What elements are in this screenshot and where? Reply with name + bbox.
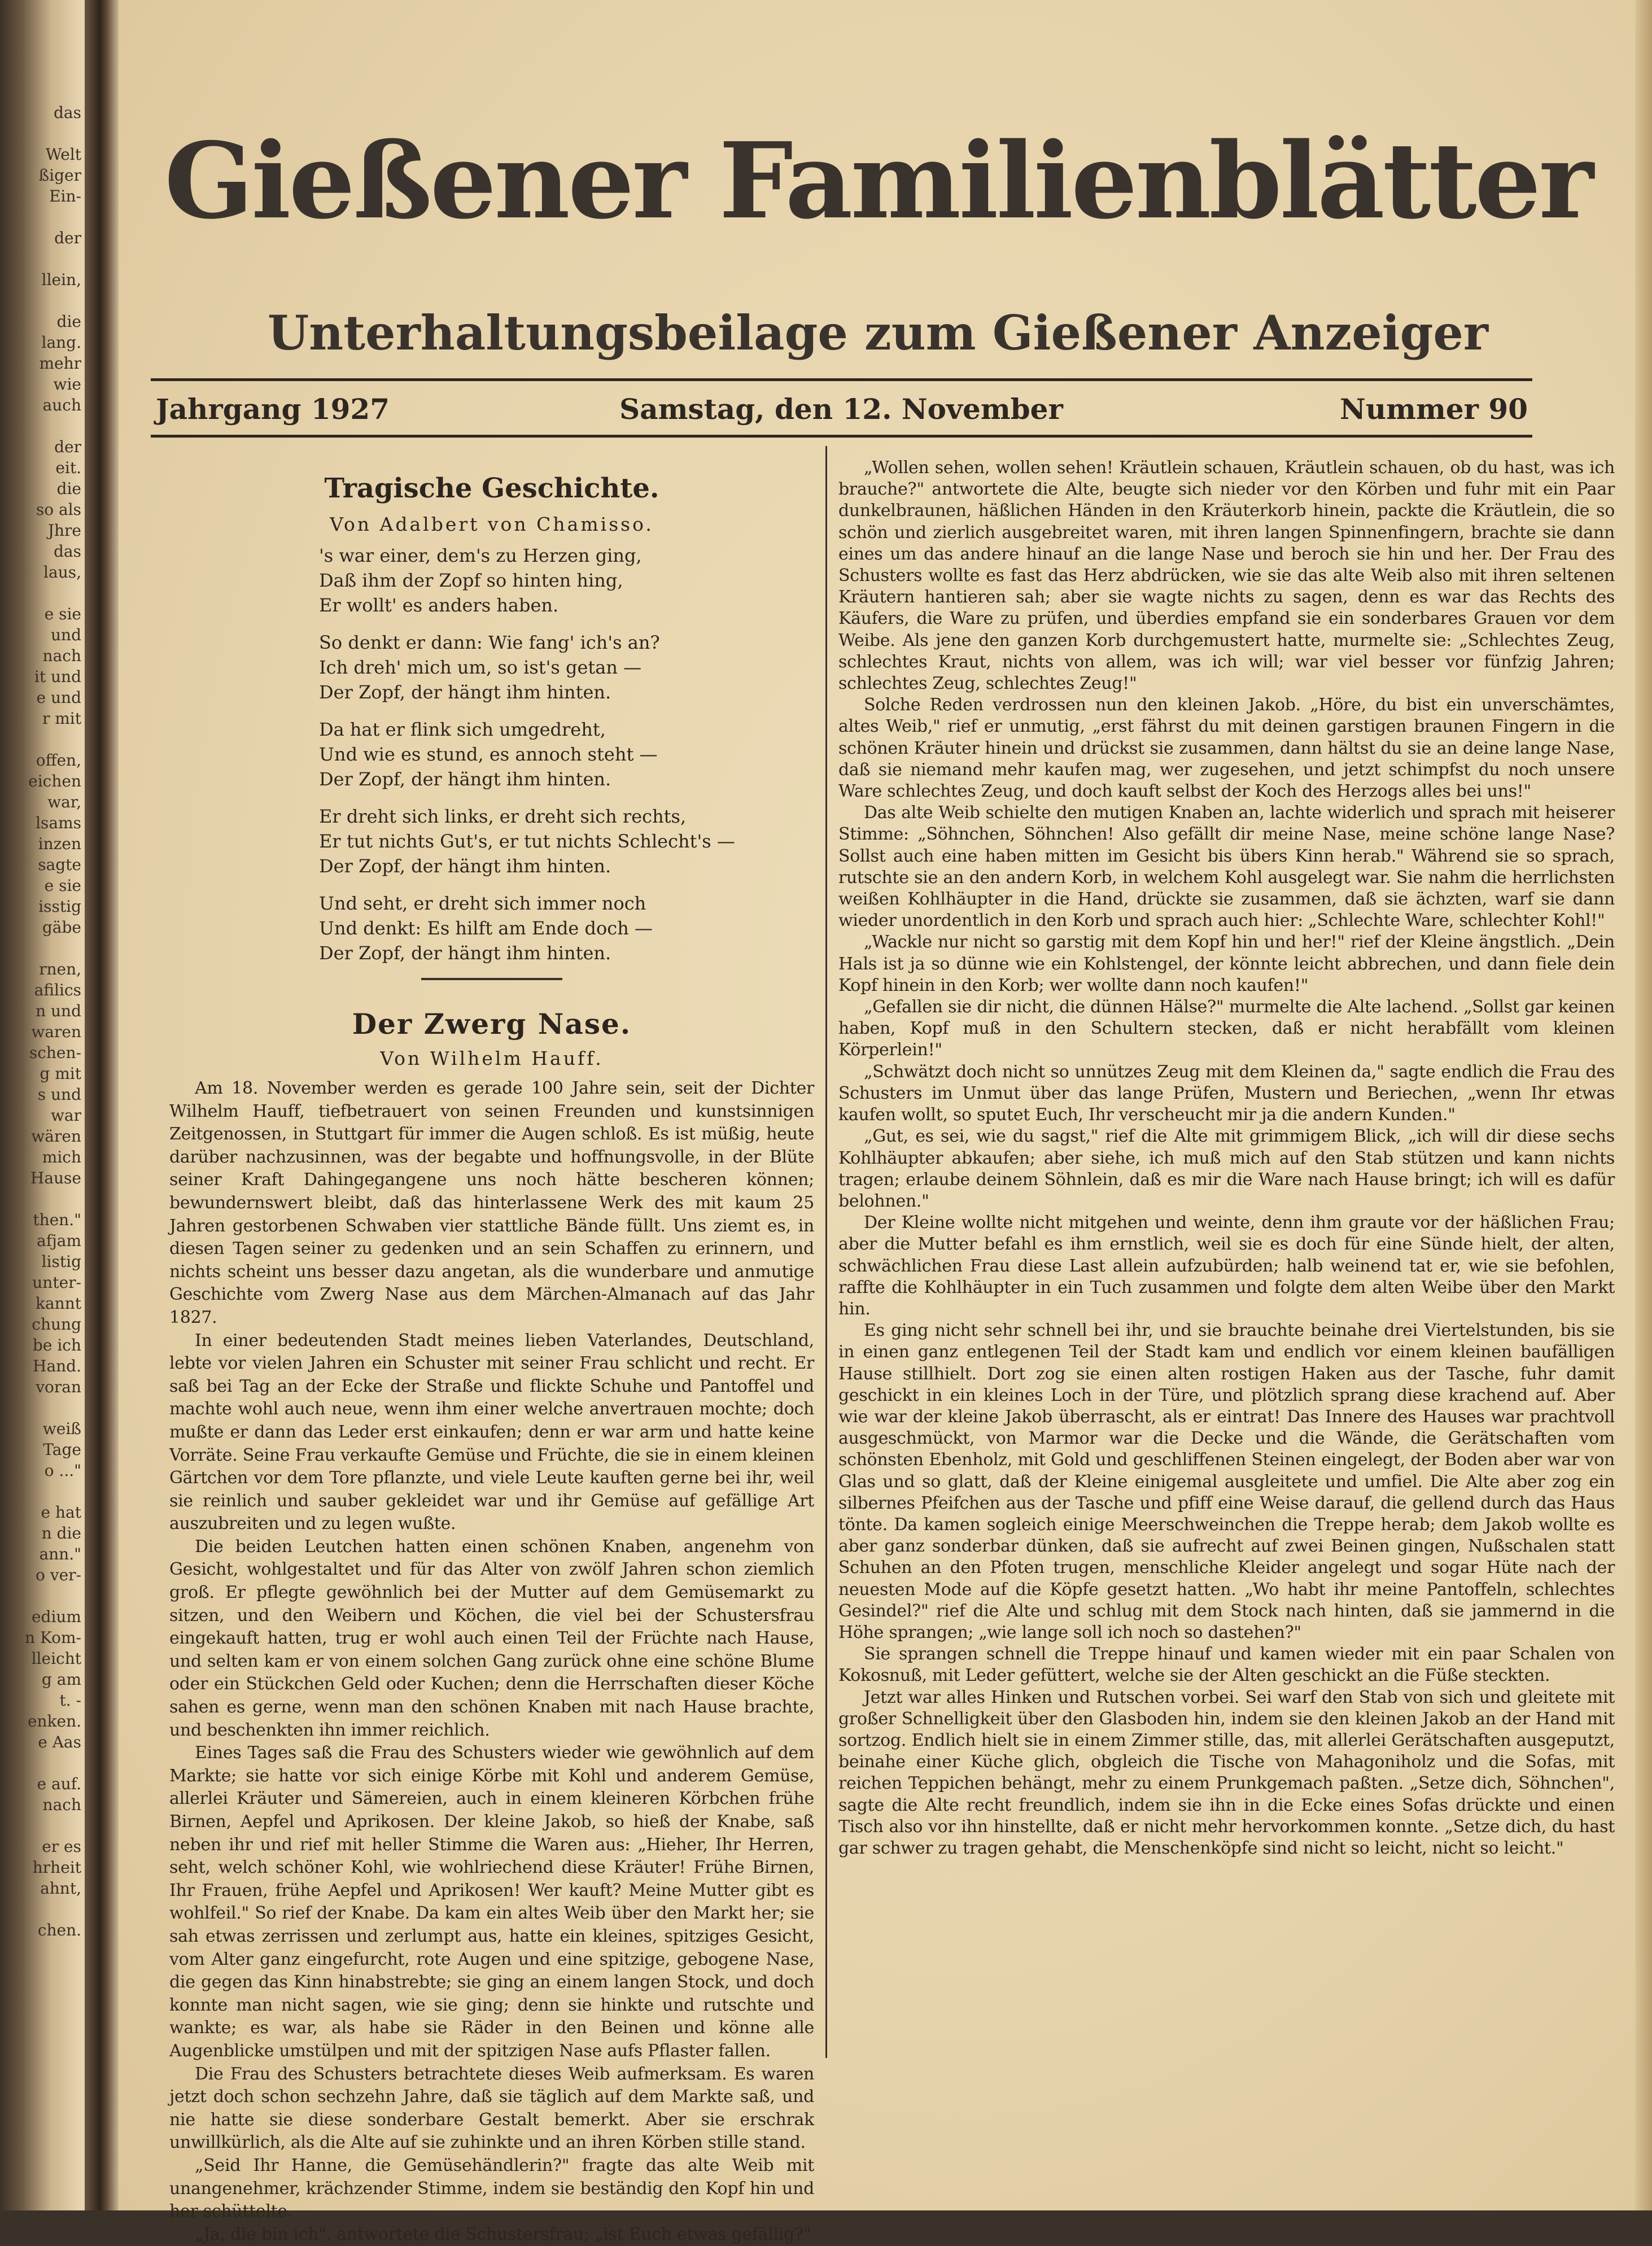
margin-fragment: isstig — [38, 897, 81, 916]
header-rule-top — [151, 378, 1532, 381]
margin-fragment: Jhre — [47, 521, 81, 540]
story-paragraph: Eines Tages saß die Frau des Schusters wieder wie gewöhnlich auf dem Markte; sie hatte vor sich einige Körbe mit Kohl und anderem Gemüse, allerlei Kräuter und Sämereien, auch in einem kleineren Körbchen frühe Birnen, Aepfel und Aprikosen. Der kleine Jakob, so hieß der Knabe, saß neben ihr und rief mit heller Stimme die Waren aus: „Hieher, Ihr Herren, seht, welch schöner Kohl, wie wohlriechend diese Kräuter! Frühe Birnen, Ihr Frauen, frühe Aepfel und Aprikosen! Wer kauft? Meine Mutter gibt es wohlfeil." So rief der Knabe. Da kam ein altes Weib über den Markt her; sie sah etwas zerrissen und zerlumpt aus, hatte ein kleines, spitziges Gesicht, vom Alter ganz eingefurcht, rote Augen und eine spitzige, gebogene Nase, die gegen das Kinn hinabstrebte; sie ging an einem langen Stock, und doch konnte man nicht sagen, wie sie ging; denn sie hinkte und rutschte und wankte; es war, als habe sie Räder in den Beinen und könne alle Augenblicke umstülpen und mit der spitzigen Nase aufs Pflaster fallen. — [169, 1743, 814, 2061]
margin-fragment: Ein- — [49, 187, 81, 206]
book-gutter — [85, 0, 119, 2210]
poem-line: 's war einer, dem's zu Herzen ging, — [319, 545, 642, 566]
poem-stanza — [319, 717, 814, 792]
margin-fragment: waren — [31, 1023, 81, 1041]
margin-fragment: Hause — [30, 1169, 81, 1187]
poem-line: Er dreht sich links, er dreht sich rechts, — [319, 806, 687, 827]
margin-fragment: die — [56, 479, 81, 498]
margin-fragment: die — [56, 312, 81, 331]
margin-fragment: Welt — [45, 145, 81, 164]
story-title: Der Zwerg Nase. — [352, 1007, 632, 1041]
margin-fragment: war, — [47, 793, 81, 811]
margin-fragment: so als — [36, 500, 81, 519]
margin-fragment: listig — [41, 1252, 81, 1271]
margin-fragment: n und — [36, 1002, 81, 1020]
poem-line: Daß ihm der Zopf so hinten hing, — [319, 570, 623, 591]
margin-fragment — [0, 248, 81, 269]
margin-fragment: mich — [42, 1148, 81, 1166]
poem-line: Und denkt: Es hilft am Ende doch — — [319, 917, 653, 939]
margin-fragment: laus, — [43, 563, 81, 582]
margin-fragment: wie — [53, 375, 81, 394]
story-paragraph: Das alte Weib schielte den mutigen Knaben an, lachte widerlich und sprach mit heiserer Stimme: „Söhnchen, Söhnchen! Also gefällt dir meine Nase, meine schöne lange Nase? Sollst auch eine haben mitten im Gesicht bis übers Kinn herab." Während sie so sprach, rutschte sie an den andern Korb, in welchem Kohl ausgelegt war. Sie nahm die herrlichsten weißen Kohlhäupter in die Hand, drückte sie zusammen, daß sie ächzten, warf sie dann wieder unordentlich in den Korb und sprach auch hier: „Schlechte Ware, schlechter Kohl!" — [838, 803, 1615, 931]
poem-line: Und seht, er dreht sich immer noch — [319, 893, 646, 914]
margin-fragment: voran — [36, 1378, 81, 1396]
margin-fragment — [0, 728, 81, 749]
margin-fragment: hrheit — [32, 1858, 81, 1877]
story-paragraph: „Gut, es sei, wie du sagst," rief die Alte mit grimmigem Blick, „ich will dir diese sechs Kohlhäupter abkaufen; aber siehe, ich muß mich auf den Stab stützen und kann nichts tragen; erlaube deinem Söhnlein, daß es mir die Ware nach Hause bringt; ich will es dafür belohnen." — [838, 1126, 1615, 1211]
margin-fragment: afjam — [37, 1231, 81, 1250]
header-rule-bottom — [151, 435, 1532, 438]
margin-fragment: e sie — [44, 605, 81, 623]
margin-fragment: ßiger — [38, 166, 81, 185]
masthead-subtitle: Unterhaltungsbeilage zum Gießener Anzeiger — [267, 305, 1489, 361]
margin-fragment — [0, 1585, 81, 1606]
margin-fragment — [0, 1397, 81, 1418]
story-right-text — [838, 457, 1615, 1859]
newspaper-page — [119, 0, 1652, 2244]
story-paragraph: Sie sprangen schnell die Treppe hinauf und kamen wieder mit ein paar Schalen von Kokosnuß, mit Leder gefüttert, welche sie der Alten geschickt an die Füße steckten. — [838, 1644, 1615, 1686]
margin-fragment: unter- — [32, 1273, 81, 1292]
margin-fragment: nach — [42, 1795, 81, 1814]
margin-fragment: lang. — [41, 333, 81, 352]
margin-fragment: eichen — [28, 772, 81, 790]
story-paragraph: „Gefallen sie dir nicht, die dünnen Hälse?" murmelte die Alte lachend. „Sollst gar keinen haben, Kopf muß in den Schultern stecken, daß er nicht herabfällt vom kleinen Körperlein!" — [838, 997, 1615, 1060]
poem-line: Ich dreh' mich um, so ist's getan — — [319, 657, 642, 678]
margin-fragment — [0, 206, 81, 227]
margin-fragment: e hat — [41, 1503, 81, 1522]
poem-stanza — [319, 891, 814, 965]
margin-fragment: auch — [42, 396, 81, 414]
margin-fragment: gäbe — [42, 918, 81, 937]
margin-fragment: chung — [32, 1315, 81, 1334]
story-author: Von Wilhelm Hauff. — [380, 1047, 604, 1069]
margin-fragment: er es — [42, 1837, 81, 1856]
story-paragraph: Der Kleine wollte nicht mitgehen und weinte, denn ihm graute vor der häßlichen Frau; aber die Mutter befahl es ihm ernstlich, weil sie es doch für eine Sünde hielt, der alten, schwächlichen Frau diese Last allein aufzubürden; halb weinend tat er, wie sie befohlen, raffte die Kohlhäupter in ein Tuch zusammen und folgte dem alten Weibe über den Markt hin. — [838, 1213, 1615, 1319]
issue-date: Samstag, den 12. November — [619, 392, 1063, 426]
margin-fragment: schen- — [29, 1043, 81, 1062]
story-left-text — [169, 1077, 814, 2246]
story-paragraph: Am 18. November werden es gerade 100 Jahre sein, seit der Dichter Wilhelm Hauff, tiefbetrauert von seinen Freunden und kunstsinnigen Zeitgenossen, in Stuttgart für immer die Augen schloß. Es ist müßig, heute darüber nachzusinnen, was der begabte und hoffnungsvolle, in der Blüte seiner Kraft Dahingegangene uns noch hätte bescheren können; bewundernswert bleibt, daß das hinterlassene Werk des mit kaum 25 Jahren gestorbenen Schwaben vier stattliche Bände füllt. Uns ziemt es, in diesen Tagen seiner zu gedenken und an sein Schaffen zu erinnern, und nichts scheint uns besser dazu angetan, als die wunderbare und anmutige Geschichte vom Zwerg Nase aus dem Märchen-Almanach auf das Jahr 1827. — [169, 1078, 814, 1327]
poem-title: Tragische Geschichte. — [324, 473, 659, 504]
margin-fragment: r mit — [42, 709, 81, 728]
poem-author: Von Adalbert von Chamisso. — [330, 513, 654, 535]
issue-volume: Jahrgang 1927 — [156, 392, 390, 426]
margin-fragment: rnen, — [39, 960, 81, 978]
margin-fragment — [0, 1752, 81, 1773]
margin-fragment: ann." — [39, 1545, 81, 1563]
column-divider — [825, 446, 827, 2058]
right-column — [838, 457, 1615, 1859]
section-divider — [421, 978, 562, 980]
margin-fragment: lleicht — [31, 1649, 81, 1668]
story-paragraph: In einer bedeutenden Stadt meines lieben Vaterlandes, Deutschland, lebte vor vielen Jahren ein Schuster mit seiner Frau schlicht und recht. Er saß bei Tag an der Ecke der Straße und flickte Schuhe und Pantoffel und machte wohl auch neue, wenn ihm einer welche anvertrauen mochte; doch mußte er dann das Leder erst einkaufen; denn er war arm und hatte keine Vorräte. Seine Frau verkaufte Gemüse und Früchte, die sie in einem kleinen Gärtchen vor dem Tore pflanzte, und viele Leute kauften gerne bei ihr, weil sie reinlich und sauber gekleidet war und ihr Gemüse auf gefällige Art auszubreiten und zu legen wußte. — [169, 1330, 814, 1534]
margin-fragment: weiß — [42, 1419, 81, 1438]
margin-fragment: sagte — [38, 855, 81, 874]
margin-fragment: o ver- — [36, 1566, 81, 1584]
margin-fragment: ahnt, — [40, 1879, 81, 1898]
margin-fragment — [0, 582, 81, 603]
margin-fragment: kannt — [36, 1294, 81, 1313]
story-paragraph: „Schwätzt doch nicht so unnützes Zeug mit dem Kleinen da," sagte endlich die Frau des Schusters im Unmut über das lange Prüfen, Mustern und Beriechen, „wenn Ihr etwas kaufen wollt, so sputet Euch, Ihr verscheucht mir ja die andern Kunden." — [838, 1061, 1615, 1125]
poem-stanza — [319, 543, 814, 618]
margin-fragment: der — [54, 229, 81, 247]
margin-fragment: g mit — [40, 1064, 81, 1083]
poem-line: Er wollt' es anders haben. — [319, 595, 559, 616]
margin-fragment — [0, 415, 81, 436]
poem-line: Der Zopf, der hängt ihm hinten. — [319, 942, 611, 964]
poem-line: Der Zopf, der hängt ihm hinten. — [319, 681, 611, 703]
margin-fragment: wären — [31, 1127, 81, 1146]
margin-fragment: e und — [36, 688, 81, 707]
margin-fragment: Hand. — [33, 1357, 81, 1375]
margin-fragment: e auf. — [37, 1775, 81, 1793]
margin-fragment: it und — [34, 667, 81, 686]
margin-fragment: llein, — [41, 270, 81, 289]
poem-stanza — [319, 804, 814, 879]
margin-fragment: das — [54, 103, 81, 122]
story-paragraph: „Seid Ihr Hanne, die Gemüsehändlerin?" fragte das alte Weib mit unangenehmer, krächzender Stimme, indem sie beständig den Kopf hin und her schüttelte. — [169, 2155, 814, 2222]
margin-fragment: enken. — [27, 1712, 81, 1731]
margin-fragment: n Kom- — [25, 1628, 81, 1647]
margin-fragment: offen, — [36, 751, 81, 770]
poem-stanza — [319, 630, 814, 705]
story-paragraph: „Wollen sehen, wollen sehen! Kräutlein schauen, Kräutlein schauen, ob du hast, was ich brauche?" antwortete die Alte, beugte sich nieder vor den Körben und fuhr mit ein Paar dunkelbraunen, häßlichen Händen in den Kräuterkorb hinein, packte die Kräutlein, die so schön und zierlich ausgebreitet waren, mit ihren langen Spinnenfingern, brachte sie dann eines um das andere hinauf an die lange Nase und beroch sie hin und her. Der Frau des Schusters wollte es fast das Herz abdrücken, wie sie das alte Weib also mit ihren seltenen Kräutern hantieren sah; aber sie wagte nichts zu sagen, denn es war das Rechts des Käufers, die Ware zu prüfen, und überdies empfand sie ein sonderbares Grauen vor dem Weibe. Als jene den ganzen Korb durchgemustert hatte, murmelte sie: „Schlechtes Zeug, schlechtes Kraut, nichts von allem, was ich will; war viel besser vor fünfzig Jahren; schlechtes Zeug, schlechtes Zeug!" — [838, 458, 1615, 694]
poem-line: So denkt er dann: Wie fang' ich's an? — [319, 632, 660, 653]
poem-line: Der Zopf, der hängt ihm hinten. — [319, 855, 611, 877]
margin-fragment — [0, 1815, 81, 1836]
story-paragraph: „Wackle nur nicht so garstig mit dem Kopf hin und her!" rief der Kleine ängstlich. „Dein Hals ist ja so dünne wie ein Kohlstengel, der könnte leicht abbrechen, und dann fiele dein Kopf hinein in den Korb; wer wollte dann noch kaufen!" — [838, 932, 1615, 995]
margin-fragment: afilics — [34, 981, 81, 999]
margin-fragment — [0, 937, 81, 958]
poem-line: Der Zopf, der hängt ihm hinten. — [319, 768, 611, 790]
margin-fragment — [0, 290, 81, 311]
margin-fragment: g am — [41, 1670, 81, 1689]
margin-fragment — [0, 1188, 81, 1209]
margin-fragment: war — [50, 1106, 81, 1125]
poem-line: Da hat er flink sich umgedreht, — [319, 719, 606, 740]
margin-fragment: der — [54, 438, 81, 456]
margin-fragment: t. - — [59, 1691, 81, 1710]
page-edge — [1635, 0, 1652, 2210]
left-column — [169, 457, 814, 2246]
poem-body — [169, 543, 814, 965]
margin-fragment: lsams — [36, 814, 81, 832]
story-paragraph: Solche Reden verdrossen nun den kleinen Jakob. „Höre, du bist ein unverschämtes, altes Weib," rief er unmutig, „erst fährst du mit deinen garstigen braunen Fingern in die schönen Kräuter hinein und drückst sie zusammen, dann hältst du sie an deine lange Nase, daß sie niemand mehr kaufen mag, wer zugesehen, und jetzt schimpfst du noch unsere Ware schlechtes Zeug, und doch kauft selbst der Koch des Herzogs alles bei uns!" — [838, 695, 1615, 802]
margin-fragment: s und — [37, 1085, 81, 1104]
margin-fragment: edium — [31, 1607, 81, 1626]
margin-fragment: be ich — [32, 1336, 81, 1354]
poem-line: Und wie es stund, es annoch steht — — [319, 744, 658, 765]
margin-fragment: inzen — [38, 834, 81, 853]
margin-fragment: e Aas — [38, 1733, 81, 1751]
margin-fragment: Tage — [43, 1440, 81, 1459]
story-paragraph: Es ging nicht sehr schnell bei ihr, und sie brauchte beinahe drei Viertelstunden, bis sie in einen ganz entlegenen Teil der Stadt kam und endlich vor einem kleinen baufälligen Hause stillhielt. Dort zog sie einen alten rostigen Haken aus der Tasche, fuhr damit geschickt in ein kleines Loch in der Türe, und plötzlich sprang diese krachend auf. Aber wie war der kleine Jakob überrascht, als er eintrat! Das Innere des Hauses war prachtvoll ausgeschmückt, von Marmor war die Decke und die Wände, die Gerätschaften vom schönsten Ebenholz, mit Gold und geschliffenen Steinen eingelegt, der Boden aber war von Glas und so glatt, daß der Kleine einigemal ausgleitete und umfiel. Die Alte aber zog ein silbernes Pfeifchen aus der Tasche und pfiff eine Weise darauf, die gellend durch das Haus tönte. Da kamen sogleich einige Meerschweinchen die Treppe herab; dem Jakob wollte es aber ganz sonderbar dünken, daß sie aufrecht auf zwei Beinen gingen, Nußschalen statt Schuhen an den Pfoten trugen, menschliche Kleider angelegt und sogar Hüte nach der neuesten Mode auf die Köpfe gesetzt hatten. „Wo habt ihr meine Pantoffeln, schlechtes Gesindel?" rief die Alte und schlug mit dem Stock nach hinten, daß sie jammernd in die Höhe sprangen; „wie lange soll ich noch so dastehen?" — [838, 1321, 1615, 1642]
margin-fragment: nach — [42, 646, 81, 665]
story-paragraph: Die Frau des Schusters betrachtete dieses Weib aufmerksam. Es waren jetzt doch schon sechzehn Jahre, daß sie täglich auf dem Markte saß, und nie hatte sie diese sonderbare Gestalt bemerkt. Aber sie erschrak unwillkürlich, als die Alte auf sie zuhinkte und an ihren Körben stille stand. — [169, 2064, 814, 2153]
adjacent-page-fragment — [0, 102, 85, 2146]
margin-fragment: das — [54, 542, 81, 561]
margin-fragment: chen. — [37, 1921, 81, 1939]
margin-fragment — [0, 1898, 81, 1919]
margin-fragment: n die — [41, 1524, 81, 1543]
margin-fragment: then." — [33, 1211, 81, 1229]
margin-fragment: und — [51, 626, 81, 644]
poem-line: Er tut nichts Gut's, er tut nichts Schlecht's — — [319, 831, 735, 852]
margin-fragment: mehr — [39, 354, 81, 373]
story-paragraph: „Ja, die bin ich", antwortete die Schustersfrau; „ist Euch etwas gefällig?" — [195, 2224, 811, 2244]
margin-fragment: e sie — [44, 876, 81, 895]
masthead-title: Gießener Familienblätter — [164, 119, 1592, 242]
issue-number: Nummer 90 — [1339, 392, 1528, 426]
story-paragraph: Die beiden Leutchen hatten einen schönen Knaben, angenehm von Gesicht, wohlgestaltet und für das Alter von zwölf Jahren schon ziemlich groß. Er pflegte gewöhnlich bei der Mutter auf dem Gemüsemarkt zu sitzen, und den Weibern und Köchen, die viel bei der Schustersfrau eingekauft hatten, trug er wohl auch einen Teil der Früchte nach Hause, und selten kam er von einem solchen Gang zurück ohne eine schöne Blume oder ein Stückchen Geld oder Kuchen; denn die Herrschaften dieser Köche sahen es gerne, wenn man den schönen Knaben mit nach Hause brachte, und beschenkten ihn immer reichlich. — [169, 1536, 814, 1740]
story-paragraph: Jetzt war alles Hinken und Rutschen vorbei. Sei warf den Stab von sich und gleitete mit großer Schnelligkeit über den Glasboden hin, indem sie den kleinen Jakob an der Hand mit sortzog. Endlich hielt sie in einem Zimmer stille, das, mit allerlei Gerätschaften ausgeputzt, beinahe einer Küche glich, obgleich die Tische von Mahagoniholz und die Sofas, mit reichen Teppichen behängt, mehr zu einem Prunkgemach paßten. „Setze dich, Söhnchen", sagte die Alte recht freundlich, indem sie ihn in die Ecke eines Sofas drückte und einen Tisch also vor ihn hinstellte, daß er nicht mehr hervorkommen konnte. „Setze dich, du hast gar schwer zu tragen gehabt, die Menschenköpfe sind nicht so leicht, nicht so leicht." — [838, 1687, 1615, 1858]
margin-fragment — [0, 1480, 81, 1501]
margin-fragment: eit. — [55, 458, 81, 477]
margin-fragment: o ..." — [44, 1461, 81, 1480]
margin-fragment — [0, 123, 81, 143]
